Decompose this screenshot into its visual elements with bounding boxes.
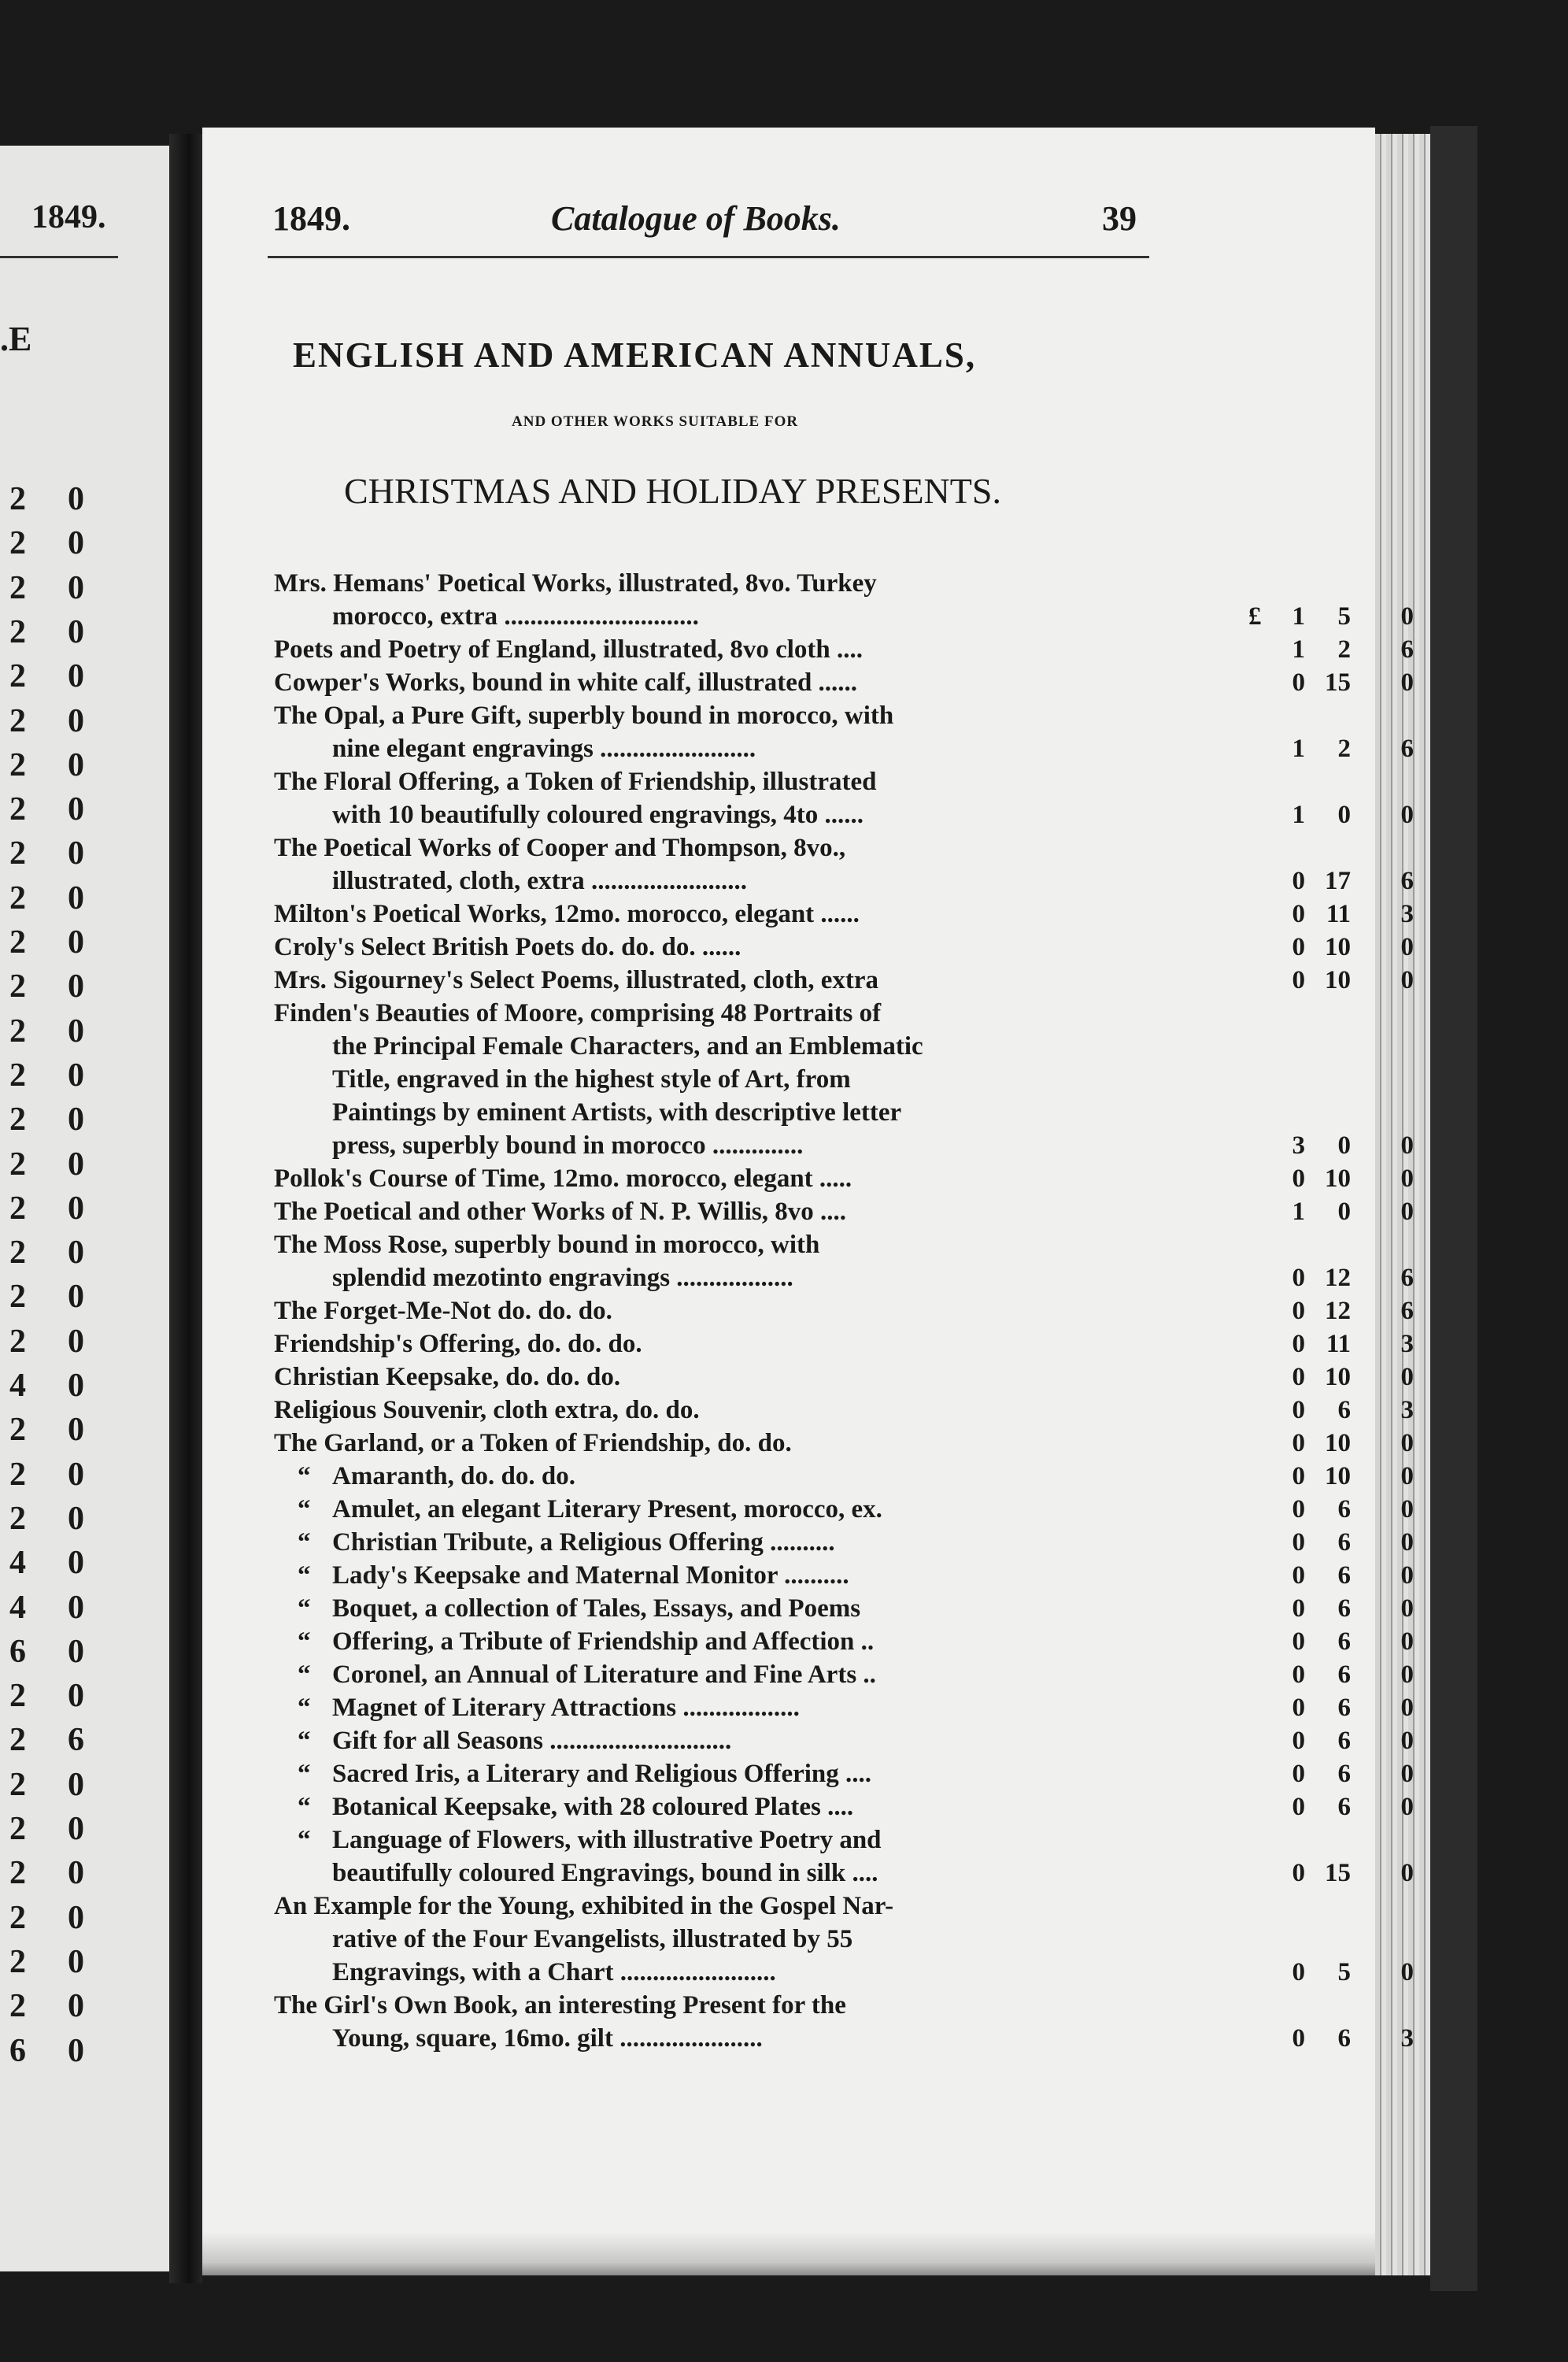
- left-price-digit: 2: [9, 525, 26, 562]
- entry-line: [274, 1030, 1163, 1063]
- price-shillings: 10: [1325, 966, 1351, 994]
- entry-text: Young, square, 16mo. gilt ......................: [332, 2024, 763, 2053]
- price-pence: 6: [1400, 635, 1414, 664]
- entry-line: [274, 600, 1414, 633]
- price-shillings: 2: [1337, 735, 1351, 763]
- left-price-digit: 4: [9, 1368, 26, 1404]
- ditto-mark: “: [298, 1495, 311, 1523]
- price-pounds: 0: [1292, 1594, 1305, 1623]
- price-pence: 0: [1400, 966, 1414, 994]
- left-price-digit: 0: [68, 835, 84, 872]
- left-price-digit: 2: [9, 1412, 26, 1449]
- entry-line: [274, 1361, 1414, 1394]
- price-shillings: 10: [1325, 1363, 1351, 1391]
- entry-text: rative of the Four Evangelists, illustrated by 55: [332, 1925, 853, 1953]
- price-pence: 0: [1400, 602, 1414, 631]
- price-pounds: 0: [1292, 966, 1305, 994]
- entry-line: [274, 1394, 1414, 1427]
- price-pence: 0: [1400, 1429, 1414, 1457]
- price-pence: 6: [1400, 1297, 1414, 1325]
- left-header-rule: [0, 256, 118, 258]
- left-price-digit: 6: [68, 1722, 84, 1759]
- left-price-digit: 0: [68, 746, 84, 783]
- left-price-digit: 0: [68, 481, 84, 517]
- price-shillings: 10: [1325, 1429, 1351, 1457]
- entry-text: Offering, a Tribute of Friendship and Affection ..: [332, 1627, 875, 1656]
- entry-line: [274, 831, 1163, 864]
- left-price-digit: 0: [68, 1500, 84, 1537]
- left-price-digit: 0: [68, 1456, 84, 1493]
- left-price-digit: 0: [68, 1235, 84, 1272]
- entry-line: [274, 1427, 1414, 1460]
- entry-text: The Poetical and other Works of N. P. Willis, 8vo ....: [274, 1198, 846, 1226]
- price-pence: 0: [1400, 1727, 1414, 1755]
- ditto-mark: “: [298, 1660, 311, 1689]
- page-bottom-edge: [202, 2232, 1375, 2275]
- price-shillings: 17: [1325, 867, 1351, 895]
- left-price-digit: 2: [9, 1943, 26, 1980]
- entry-text: Language of Flowers, with illustrative Poetry and: [332, 1826, 882, 1854]
- price-shillings: 2: [1337, 635, 1351, 664]
- entry-text: Botanical Keepsake, with 28 coloured Plates ....: [332, 1793, 854, 1821]
- entry-line: [274, 1790, 1414, 1823]
- price-pence: 3: [1400, 900, 1414, 928]
- entry-text: The Opal, a Pure Gift, superbly bound in morocco, with: [274, 702, 894, 730]
- price-pence: 0: [1400, 1131, 1414, 1160]
- left-price-digit: 0: [68, 1013, 84, 1050]
- left-page-letter: .E: [0, 320, 32, 358]
- price-pence: 6: [1400, 735, 1414, 763]
- price-pounds: 0: [1292, 668, 1305, 697]
- ditto-mark: “: [298, 1594, 311, 1623]
- price-pounds: 0: [1292, 2024, 1305, 2053]
- left-price-digit: 6: [9, 2032, 26, 2069]
- left-price-digit: 0: [68, 1943, 84, 1980]
- entry-text: Sacred Iris, a Literary and Religious Offering ....: [332, 1760, 872, 1788]
- entry-line: [274, 1559, 1414, 1592]
- left-price-digit: 2: [9, 481, 26, 517]
- price-pence: 0: [1400, 1694, 1414, 1722]
- left-price-digit: 2: [9, 1988, 26, 2025]
- price-pence: 0: [1400, 1363, 1414, 1391]
- entry-line: [274, 931, 1414, 964]
- entry-line: [274, 1228, 1163, 1261]
- section-subheading: AND OTHER WORKS SUITABLE FOR: [512, 413, 799, 430]
- left-price-digit: 2: [9, 1722, 26, 1759]
- entry-text: Milton's Poetical Works, 12mo. morocco, elegant ......: [274, 900, 860, 928]
- price-shillings: 10: [1325, 1164, 1351, 1193]
- price-shillings: 6: [1337, 2024, 1351, 2053]
- entry-text: Magnet of Literary Attractions ..................: [332, 1694, 800, 1722]
- price-shillings: 11: [1326, 1330, 1351, 1358]
- left-price-digit: 2: [9, 569, 26, 606]
- left-price-digit: 0: [68, 1899, 84, 1936]
- left-price-digit: 2: [9, 702, 26, 739]
- left-price-digit: 0: [68, 2032, 84, 2069]
- left-price-digit: 0: [68, 791, 84, 828]
- price-shillings: 15: [1325, 1859, 1351, 1887]
- running-title: Catalogue of Books.: [551, 199, 841, 238]
- entry-text: Finden's Beauties of Moore, comprising 48 Portraits of: [274, 999, 882, 1027]
- left-price-digit: 2: [9, 1456, 26, 1493]
- price-shillings: 6: [1337, 1694, 1351, 1722]
- price-pounds: 0: [1292, 933, 1305, 961]
- entry-line: [274, 1691, 1414, 1724]
- left-price-digit: 0: [68, 1057, 84, 1094]
- entry-text: the Principal Female Characters, and an Emblematic: [332, 1032, 923, 1061]
- left-price-digit: 0: [68, 1988, 84, 2025]
- price-pounds: 1: [1292, 635, 1305, 664]
- entry-line: [274, 1890, 1163, 1923]
- entry-text: Religious Souvenir, cloth extra, do. do.: [274, 1396, 700, 1424]
- entry-text: Amulet, an elegant Literary Present, morocco, ex.: [332, 1495, 882, 1523]
- entry-text: Christian Keepsake, do. do. do.: [274, 1363, 621, 1391]
- entry-text: splendid mezotinto engravings ..................: [332, 1264, 793, 1292]
- ditto-mark: “: [298, 1561, 311, 1590]
- price-pounds: 0: [1292, 1330, 1305, 1358]
- price-shillings: 6: [1337, 1528, 1351, 1557]
- price-pence: 0: [1400, 1164, 1414, 1193]
- left-price-digit: 2: [9, 1678, 26, 1715]
- price-pounds: 0: [1292, 1396, 1305, 1424]
- left-price-digit: 0: [68, 702, 84, 739]
- left-price-digit: 0: [68, 1766, 84, 1803]
- price-pounds: 0: [1292, 1760, 1305, 1788]
- entry-text: The Garland, or a Token of Friendship, do. do.: [274, 1429, 792, 1457]
- entry-text: press, superbly bound in morocco ..............: [332, 1131, 804, 1160]
- entry-line: [274, 1294, 1414, 1327]
- entry-text: Cowper's Works, bound in white calf, illustrated ......: [274, 668, 858, 697]
- entry-line: [274, 1989, 1163, 2022]
- entry-text: nine elegant engravings ........................: [332, 735, 756, 763]
- price-pence: 0: [1400, 1859, 1414, 1887]
- left-price-digit: 0: [68, 569, 84, 606]
- entry-line: [274, 699, 1163, 732]
- left-price-digit: 2: [9, 924, 26, 961]
- ditto-mark: “: [298, 1462, 311, 1490]
- left-price-digit: 0: [68, 879, 84, 916]
- price-shillings: 6: [1337, 1627, 1351, 1656]
- entry-text: morocco, extra ..............................: [332, 602, 699, 631]
- book-gutter: [169, 134, 202, 2283]
- left-page-year: 1849.: [31, 199, 106, 235]
- entry-text: illustrated, cloth, extra ........................: [332, 867, 748, 895]
- left-price-digit: 0: [68, 658, 84, 695]
- entry-line: [274, 666, 1414, 699]
- entry-text: Christian Tribute, a Religious Offering ..........: [332, 1528, 835, 1557]
- price-shillings: 0: [1337, 801, 1351, 829]
- book-cover-edge: [1430, 126, 1477, 2291]
- ditto-mark: “: [298, 1727, 311, 1755]
- left-price-digit: 0: [68, 1855, 84, 1892]
- price-shillings: 0: [1337, 1198, 1351, 1226]
- left-price-digit: 0: [68, 1633, 84, 1670]
- left-price-digit: 2: [9, 791, 26, 828]
- entry-line: [274, 964, 1414, 997]
- entry-text: Mrs. Hemans' Poetical Works, illustrated, 8vo. Turkey: [274, 569, 877, 598]
- left-price-digit: 0: [68, 1545, 84, 1582]
- entry-line: [274, 1063, 1163, 1096]
- price-shillings: 5: [1337, 602, 1351, 631]
- price-shillings: 11: [1326, 900, 1351, 928]
- price-pounds: 0: [1292, 1859, 1305, 1887]
- entry-line: [274, 1658, 1414, 1691]
- left-price-digit: 2: [9, 613, 26, 650]
- left-price-digit: 2: [9, 1101, 26, 1138]
- price-shillings: 6: [1337, 1727, 1351, 1755]
- left-price-digit: 2: [9, 968, 26, 1005]
- entry-text: with 10 beautifully coloured engravings, 4to ......: [332, 801, 864, 829]
- page-number: 39: [1102, 199, 1137, 238]
- price-shillings: 6: [1337, 1561, 1351, 1590]
- price-pence: 0: [1400, 1198, 1414, 1226]
- entry-text: The Forget-Me-Not do. do. do.: [274, 1297, 612, 1325]
- entry-line: [274, 633, 1414, 666]
- price-shillings: 6: [1337, 1760, 1351, 1788]
- price-shillings: 6: [1337, 1660, 1351, 1689]
- entry-text: The Moss Rose, superbly bound in morocco, with: [274, 1231, 820, 1259]
- entry-line: [274, 864, 1414, 898]
- price-pence: 0: [1400, 668, 1414, 697]
- price-shillings: 6: [1337, 1793, 1351, 1821]
- price-pence: 6: [1400, 867, 1414, 895]
- price-pence: 0: [1400, 1627, 1414, 1656]
- entry-text: Boquet, a collection of Tales, Essays, and Poems: [332, 1594, 861, 1623]
- entry-text: Friendship's Offering, do. do. do.: [274, 1330, 642, 1358]
- price-shillings: 6: [1337, 1495, 1351, 1523]
- price-pounds: 0: [1292, 1727, 1305, 1755]
- left-price-digit: 2: [9, 1500, 26, 1537]
- entry-text: Paintings by eminent Artists, with descriptive letter: [332, 1098, 902, 1127]
- left-price-digit: 4: [9, 1589, 26, 1626]
- entry-text: Amaranth, do. do. do.: [332, 1462, 575, 1490]
- left-price-digit: 2: [9, 835, 26, 872]
- entry-line: [274, 1261, 1414, 1294]
- entry-line: [274, 1823, 1163, 1857]
- price-pence: 0: [1400, 933, 1414, 961]
- price-pence: 3: [1400, 2024, 1414, 2053]
- left-price-digit: 0: [68, 924, 84, 961]
- entry-line: [274, 1096, 1163, 1129]
- price-pounds: 0: [1292, 1462, 1305, 1490]
- price-shillings: 6: [1337, 1396, 1351, 1424]
- price-pounds: 0: [1292, 1429, 1305, 1457]
- entry-line: [274, 997, 1163, 1030]
- left-price-digit: 2: [9, 879, 26, 916]
- entry-text: Engravings, with a Chart ........................: [332, 1958, 776, 1986]
- price-pounds: 0: [1292, 1627, 1305, 1656]
- entry-text: The Poetical Works of Cooper and Thompson, 8vo.,: [274, 834, 846, 862]
- entry-text: An Example for the Young, exhibited in the Gospel Nar-: [274, 1892, 894, 1920]
- entry-line: [274, 1327, 1414, 1361]
- entry-line: [274, 1460, 1414, 1493]
- price-shillings: 0: [1337, 1131, 1351, 1160]
- left-price-digit: 0: [68, 1368, 84, 1404]
- price-pence: 0: [1400, 1958, 1414, 1986]
- price-pence: 0: [1400, 1793, 1414, 1821]
- price-shillings: 12: [1325, 1297, 1351, 1325]
- left-price-digit: 0: [68, 1101, 84, 1138]
- price-pounds: 0: [1292, 1793, 1305, 1821]
- price-pounds: 1: [1292, 735, 1305, 763]
- entry-line: [274, 1625, 1414, 1658]
- price-pounds: 0: [1292, 1297, 1305, 1325]
- left-price-digit: 0: [68, 1412, 84, 1449]
- price-pounds: 0: [1292, 1164, 1305, 1193]
- price-pence: 0: [1400, 1495, 1414, 1523]
- price-pounds: 3: [1292, 1131, 1305, 1160]
- price-pence: 3: [1400, 1330, 1414, 1358]
- ditto-mark: “: [298, 1627, 311, 1656]
- price-pence: 3: [1400, 1396, 1414, 1424]
- pound-sign: £: [1248, 602, 1262, 631]
- price-shillings: 15: [1325, 668, 1351, 697]
- price-pounds: 1: [1292, 602, 1305, 631]
- entry-line: [274, 1592, 1414, 1625]
- ditto-mark: “: [298, 1826, 311, 1854]
- entry-text: The Girl's Own Book, an interesting Present for the: [274, 1991, 846, 2020]
- price-pence: 0: [1400, 1462, 1414, 1490]
- entry-text: Croly's Select British Poets do. do. do. ......: [274, 933, 741, 961]
- entry-line: [274, 1195, 1414, 1228]
- entry-line: [274, 2022, 1414, 2055]
- entry-line: [274, 732, 1414, 765]
- price-pence: 0: [1400, 1660, 1414, 1689]
- entry-line: [274, 1923, 1163, 1956]
- ditto-mark: “: [298, 1528, 311, 1557]
- left-price-digit: 0: [68, 1589, 84, 1626]
- left-price-digit: 0: [68, 1190, 84, 1227]
- entry-line: [274, 1857, 1414, 1890]
- left-price-digit: 0: [68, 525, 84, 562]
- book-entry-list: [274, 567, 1414, 2055]
- price-pence: 0: [1400, 1594, 1414, 1623]
- entry-line: [274, 567, 1163, 600]
- ditto-mark: “: [298, 1793, 311, 1821]
- entry-line: [274, 1724, 1414, 1757]
- entry-text: Coronel, an Annual of Literature and Fine Arts ..: [332, 1660, 876, 1689]
- entry-line: [274, 798, 1414, 831]
- price-shillings: 5: [1337, 1958, 1351, 1986]
- price-pounds: 0: [1292, 1528, 1305, 1557]
- header-year: 1849.: [272, 199, 350, 238]
- price-pounds: 0: [1292, 1694, 1305, 1722]
- left-price-digit: 2: [9, 1190, 26, 1227]
- left-price-digit: 0: [68, 968, 84, 1005]
- price-pence: 0: [1400, 1561, 1414, 1590]
- entry-line: [274, 1162, 1414, 1195]
- left-price-digit: 2: [9, 746, 26, 783]
- left-price-digit: 0: [68, 613, 84, 650]
- left-price-digit: 0: [68, 1811, 84, 1847]
- entry-text: Lady's Keepsake and Maternal Monitor ..........: [332, 1561, 849, 1590]
- entry-text: Title, engraved in the highest style of Art, from: [332, 1065, 851, 1094]
- left-price-digit: 2: [9, 1811, 26, 1847]
- left-price-digit: 2: [9, 1323, 26, 1360]
- price-pounds: 0: [1292, 1660, 1305, 1689]
- left-price-digit: 0: [68, 1146, 84, 1183]
- entry-line: [274, 1757, 1414, 1790]
- left-price-digit: 0: [68, 1323, 84, 1360]
- price-pounds: 0: [1292, 1495, 1305, 1523]
- left-price-digit: 2: [9, 1146, 26, 1183]
- price-pounds: 0: [1292, 1363, 1305, 1391]
- left-price-digit: 2: [9, 1279, 26, 1316]
- price-pounds: 1: [1292, 1198, 1305, 1226]
- entry-line: [274, 1129, 1414, 1162]
- left-price-digit: 4: [9, 1545, 26, 1582]
- entry-line: [274, 765, 1163, 798]
- section-subheading-presents: CHRISTMAS AND HOLIDAY PRESENTS.: [344, 471, 1001, 511]
- price-pounds: 0: [1292, 1264, 1305, 1292]
- price-pence: 0: [1400, 801, 1414, 829]
- left-price-digit: 2: [9, 1855, 26, 1892]
- ditto-mark: “: [298, 1694, 311, 1722]
- entry-text: Mrs. Sigourney's Select Poems, illustrated, cloth, extra: [274, 966, 879, 994]
- price-shillings: 10: [1325, 933, 1351, 961]
- entry-text: Gift for all Seasons ............................: [332, 1727, 732, 1755]
- entry-text: The Floral Offering, a Token of Friendship, illustrated: [274, 768, 877, 796]
- left-price-digit: 0: [68, 1678, 84, 1715]
- price-pence: 0: [1400, 1760, 1414, 1788]
- header-rule: [268, 256, 1149, 258]
- price-shillings: 6: [1337, 1594, 1351, 1623]
- entry-text: beautifully coloured Engravings, bound in silk ....: [332, 1859, 878, 1887]
- entry-text: Pollok's Course of Time, 12mo. morocco, elegant .....: [274, 1164, 852, 1193]
- price-pounds: 1: [1292, 801, 1305, 829]
- left-price-digit: 2: [9, 1013, 26, 1050]
- left-price-digit: 0: [68, 1279, 84, 1316]
- ditto-mark: “: [298, 1760, 311, 1788]
- price-shillings: 12: [1325, 1264, 1351, 1292]
- left-price-digit: 2: [9, 1057, 26, 1094]
- left-price-digit: 2: [9, 1766, 26, 1803]
- price-pounds: 0: [1292, 900, 1305, 928]
- price-pence: 0: [1400, 1528, 1414, 1557]
- left-price-digit: 2: [9, 658, 26, 695]
- price-shillings: 10: [1325, 1462, 1351, 1490]
- left-price-digit: 2: [9, 1235, 26, 1272]
- price-pounds: 0: [1292, 1958, 1305, 1986]
- price-pounds: 0: [1292, 1561, 1305, 1590]
- price-pence: 6: [1400, 1264, 1414, 1292]
- section-heading: ENGLISH AND AMERICAN ANNUALS,: [293, 335, 977, 375]
- entry-line: [274, 898, 1414, 931]
- left-price-digit: 6: [9, 1633, 26, 1670]
- entry-line: [274, 1493, 1414, 1526]
- price-pounds: 0: [1292, 867, 1305, 895]
- left-price-digit: 2: [9, 1899, 26, 1936]
- entry-line: [274, 1526, 1414, 1559]
- entry-line: [274, 1956, 1414, 1989]
- entry-text: Poets and Poetry of England, illustrated, 8vo cloth ....: [274, 635, 863, 664]
